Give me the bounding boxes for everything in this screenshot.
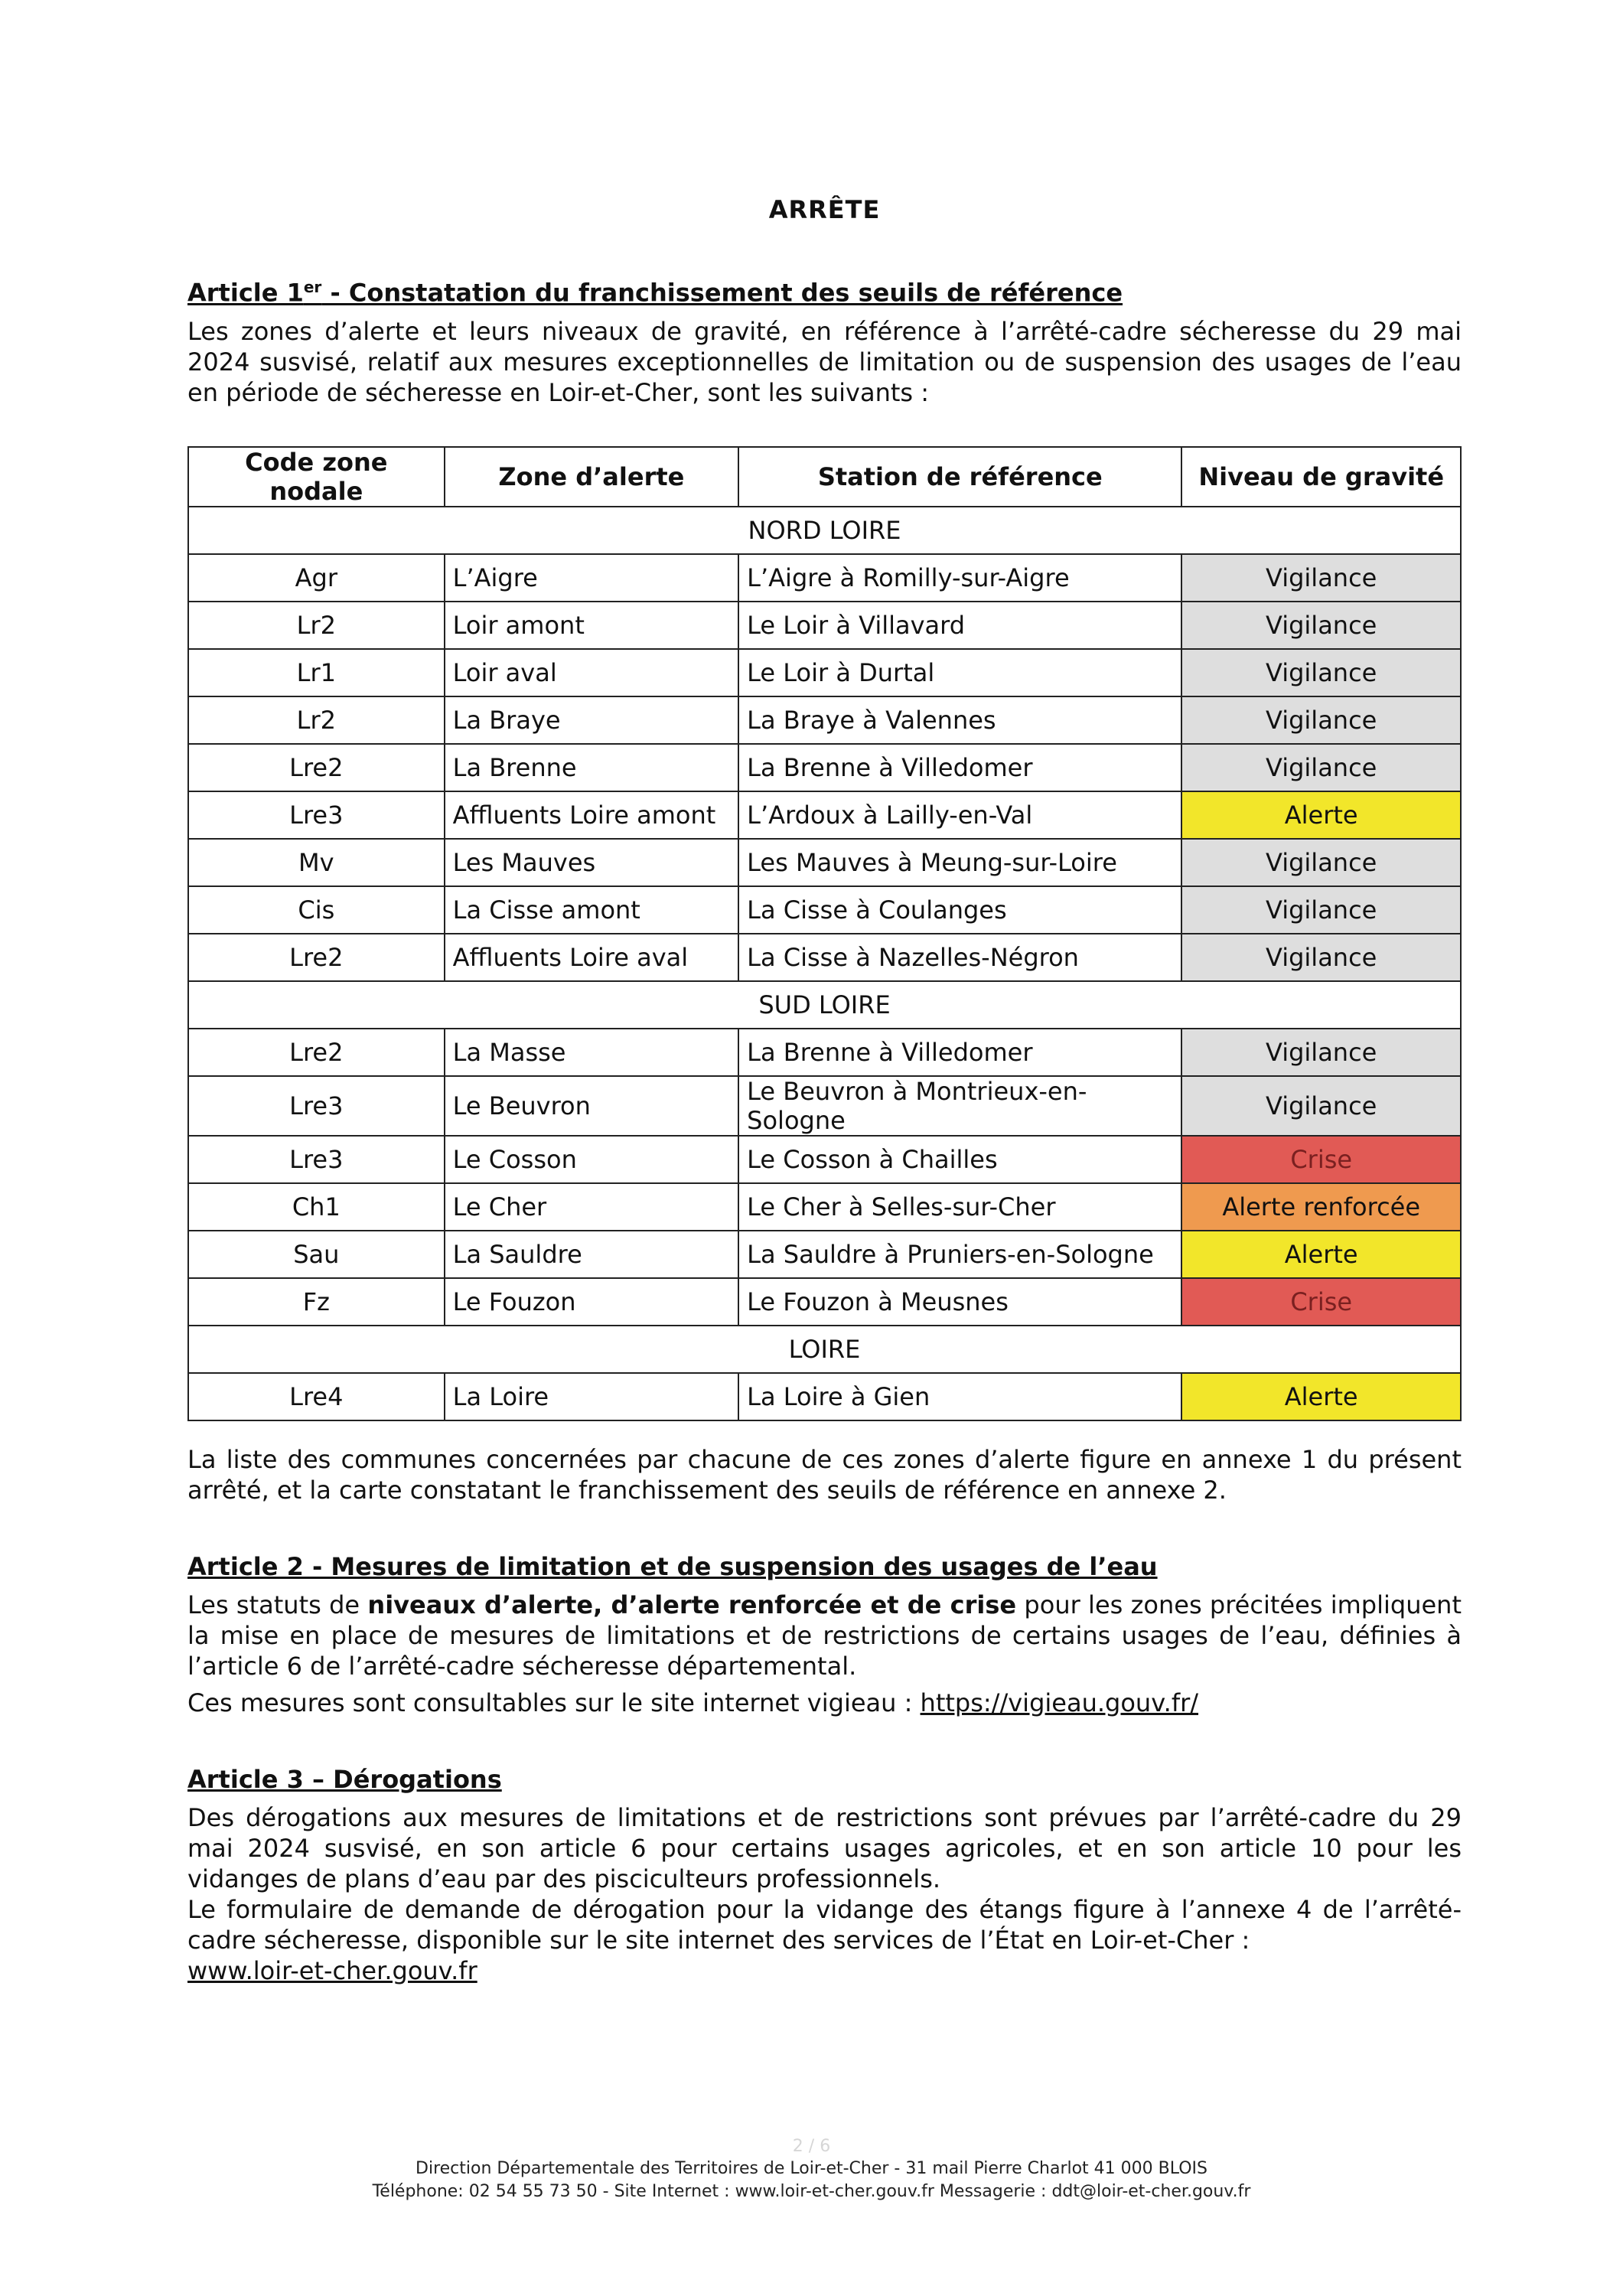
- page-footer: [0, 2137, 1623, 2203]
- table-body: [188, 507, 1461, 1420]
- article-3-heading: Article 3 – Dérogations: [187, 1764, 502, 1794]
- table-row: [188, 934, 1461, 981]
- cell-code: Agr: [188, 554, 445, 602]
- table-row: [188, 1373, 1461, 1420]
- cell-station: Les Mauves à Meung-sur-Loire: [738, 839, 1181, 886]
- cell-code: Mv: [188, 839, 445, 886]
- table-row: [188, 1278, 1461, 1326]
- cell-station: La Brenne à Villedomer: [738, 744, 1181, 791]
- article-3-paragraph-1: Des dérogations aux mesures de limitations et de restrictions sont prévues par l’arrêté-cadre du 29 mai 2024 susvisé, en son article 6 pour certains usages agricoles, et en son article 10 pour les vidanges de plans d’eau par des pisciculteurs professionnels.: [187, 1802, 1462, 1893]
- cell-zone: La Masse: [445, 1029, 739, 1076]
- cell-level: Vigilance: [1181, 934, 1461, 981]
- cell-zone: L’Aigre: [445, 554, 739, 602]
- cell-level: Vigilance: [1181, 744, 1461, 791]
- header-zone-alerte: Zone d’alerte: [445, 447, 739, 507]
- cell-zone: Le Cher: [445, 1183, 739, 1231]
- cell-station: La Brenne à Villedomer: [738, 1029, 1181, 1076]
- cell-zone: La Loire: [445, 1373, 739, 1420]
- section-label: NORD LOIRE: [188, 507, 1461, 554]
- alert-zones-table: [187, 446, 1462, 1421]
- cell-level: Vigilance: [1181, 554, 1461, 602]
- cell-station: Le Loir à Durtal: [738, 649, 1181, 696]
- table-row: [188, 1076, 1461, 1136]
- cell-code: Lr1: [188, 649, 445, 696]
- table-row: [188, 744, 1461, 791]
- article-2-paragraph-1: [187, 1590, 1462, 1681]
- cell-code: Lre3: [188, 1136, 445, 1183]
- header-niveau: Niveau de gravité: [1181, 447, 1461, 507]
- cell-level: Alerte: [1181, 1373, 1461, 1420]
- page-content: [187, 195, 1462, 1986]
- cell-zone: Affluents Loire amont: [445, 791, 739, 839]
- cell-code: Fz: [188, 1278, 445, 1326]
- section-label: SUD LOIRE: [188, 981, 1461, 1029]
- cell-zone: Loir aval: [445, 649, 739, 696]
- cell-zone: La Brenne: [445, 744, 739, 791]
- cell-code: Lre3: [188, 1076, 445, 1136]
- article-2-p1-after: pour les zones précitées impliquent la mise en place de mesures de limitations et de restrictions de certains usages de l’eau, définies à l’article 6 de l’arrêté-cadre sécheresse départemental.: [187, 1590, 1462, 1681]
- table-row: [188, 839, 1461, 886]
- table-row: [188, 1183, 1461, 1231]
- cell-code: Lr2: [188, 602, 445, 649]
- footer-contact: Téléphone: 02 54 55 73 50 - Site Internet : www.loir-et-cher.gouv.fr Messagerie : ddt@loir-et-cher.gouv.fr: [372, 2182, 1251, 2201]
- cell-code: Lr2: [188, 696, 445, 744]
- cell-code: Lre2: [188, 744, 445, 791]
- cell-level: Alerte: [1181, 1231, 1461, 1278]
- article-1-heading: [187, 272, 1462, 308]
- table-row: [188, 1029, 1461, 1076]
- cell-zone: La Sauldre: [445, 1231, 739, 1278]
- loir-et-cher-link[interactable]: www.loir-et-cher.gouv.fr: [187, 1955, 477, 1985]
- cell-station: La Cisse à Coulanges: [738, 886, 1181, 934]
- cell-station: Le Loir à Villavard: [738, 602, 1181, 649]
- cell-station: Le Beuvron à Montrieux-en-Sologne: [738, 1076, 1181, 1136]
- cell-level: Vigilance: [1181, 839, 1461, 886]
- article-1-after-table: La liste des communes concernées par chacune de ces zones d’alerte figure en annexe 1 du présent arrêté, et la carte constatant le franchissement des seuils de référence en annexe 2.: [187, 1444, 1462, 1505]
- article-1-heading-sup: er: [303, 278, 322, 296]
- table-row: [188, 602, 1461, 649]
- table-row: [188, 1136, 1461, 1183]
- article-3-p2-text: Le formulaire de demande de dérogation pour la vidange des étangs figure à l’annexe 4 de l’arrêté-cadre sécheresse, disponible sur le site internet des services de l’État en Loir-et-Cher :: [187, 1894, 1462, 1955]
- cell-station: Le Fouzon à Meusnes: [738, 1278, 1181, 1326]
- section-label: LOIRE: [188, 1326, 1461, 1373]
- cell-code: Lre3: [188, 791, 445, 839]
- cell-zone: Les Mauves: [445, 839, 739, 886]
- table-row: [188, 1231, 1461, 1278]
- table-row: [188, 554, 1461, 602]
- cell-station: La Loire à Gien: [738, 1373, 1181, 1420]
- table-row: [188, 791, 1461, 839]
- cell-zone: Loir amont: [445, 602, 739, 649]
- cell-station: La Braye à Valennes: [738, 696, 1181, 744]
- cell-level: Crise: [1181, 1136, 1461, 1183]
- document-title: ARRÊTE: [768, 195, 881, 224]
- cell-zone: Le Cosson: [445, 1136, 739, 1183]
- cell-code: Lre4: [188, 1373, 445, 1420]
- article-2-heading: Article 2 - Mesures de limitation et de suspension des usages de l’eau: [187, 1551, 1158, 1581]
- cell-code: Cis: [188, 886, 445, 934]
- cell-zone: Le Beuvron: [445, 1076, 739, 1136]
- table-row: [188, 696, 1461, 744]
- cell-station: L’Aigre à Romilly-sur-Aigre: [738, 554, 1181, 602]
- table-section-row: [188, 1326, 1461, 1373]
- table-header-row: [188, 447, 1461, 507]
- page-number: 2 / 6: [792, 2137, 831, 2156]
- vigieau-link[interactable]: https://vigieau.gouv.fr/: [920, 1688, 1199, 1717]
- article-2-p1-before: Les statuts de: [187, 1590, 368, 1619]
- article-1-heading-rest: - Constatation du franchissement des seuils de référence: [321, 278, 1123, 308]
- article-2-p1-bold: niveaux d’alerte, d’alerte renforcée et de crise: [367, 1590, 1017, 1619]
- cell-station: Le Cher à Selles-sur-Cher: [738, 1183, 1181, 1231]
- cell-level: Crise: [1181, 1278, 1461, 1326]
- table-section-row: [188, 507, 1461, 554]
- cell-level: Vigilance: [1181, 1029, 1461, 1076]
- cell-zone: La Braye: [445, 696, 739, 744]
- cell-level: Vigilance: [1181, 886, 1461, 934]
- cell-code: Ch1: [188, 1183, 445, 1231]
- article-3-paragraph-2: [187, 1894, 1462, 1986]
- cell-code: Sau: [188, 1231, 445, 1278]
- cell-code: Lre2: [188, 1029, 445, 1076]
- cell-level: Alerte renforcée: [1181, 1183, 1461, 1231]
- cell-code: Lre2: [188, 934, 445, 981]
- cell-station: L’Ardoux à Lailly-en-Val: [738, 791, 1181, 839]
- cell-zone: Le Fouzon: [445, 1278, 739, 1326]
- cell-zone: Affluents Loire aval: [445, 934, 739, 981]
- cell-level: Vigilance: [1181, 649, 1461, 696]
- cell-level: Vigilance: [1181, 1076, 1461, 1136]
- cell-station: Le Cosson à Chailles: [738, 1136, 1181, 1183]
- footer-address: Direction Départementale des Territoires de Loir-et-Cher - 31 mail Pierre Charlot 41 000 BLOIS: [416, 2159, 1207, 2178]
- cell-zone: La Cisse amont: [445, 886, 739, 934]
- cell-level: Vigilance: [1181, 696, 1461, 744]
- header-code-zone: Code zone nodale: [188, 447, 445, 507]
- cell-station: La Cisse à Nazelles-Négron: [738, 934, 1181, 981]
- table-row: [188, 649, 1461, 696]
- table-section-row: [188, 981, 1461, 1029]
- article-2-p2-text: Ces mesures sont consultables sur le site internet vigieau :: [187, 1688, 921, 1717]
- cell-station: La Sauldre à Pruniers-en-Sologne: [738, 1231, 1181, 1278]
- cell-level: Alerte: [1181, 791, 1461, 839]
- article-1-intro: Les zones d’alerte et leurs niveaux de gravité, en référence à l’arrêté-cadre sécheresse du 29 mai 2024 susvisé, relatif aux mesures exceptionnelles de limitation ou de suspension des usages de l’eau en période de sécheresse en Loir-et-Cher, sont les suivants :: [187, 316, 1462, 407]
- table-row: [188, 886, 1461, 934]
- cell-level: Vigilance: [1181, 602, 1461, 649]
- article-1-heading-prefix: Article 1: [187, 278, 304, 308]
- article-2-paragraph-2: [187, 1688, 1462, 1718]
- header-station: Station de référence: [738, 447, 1181, 507]
